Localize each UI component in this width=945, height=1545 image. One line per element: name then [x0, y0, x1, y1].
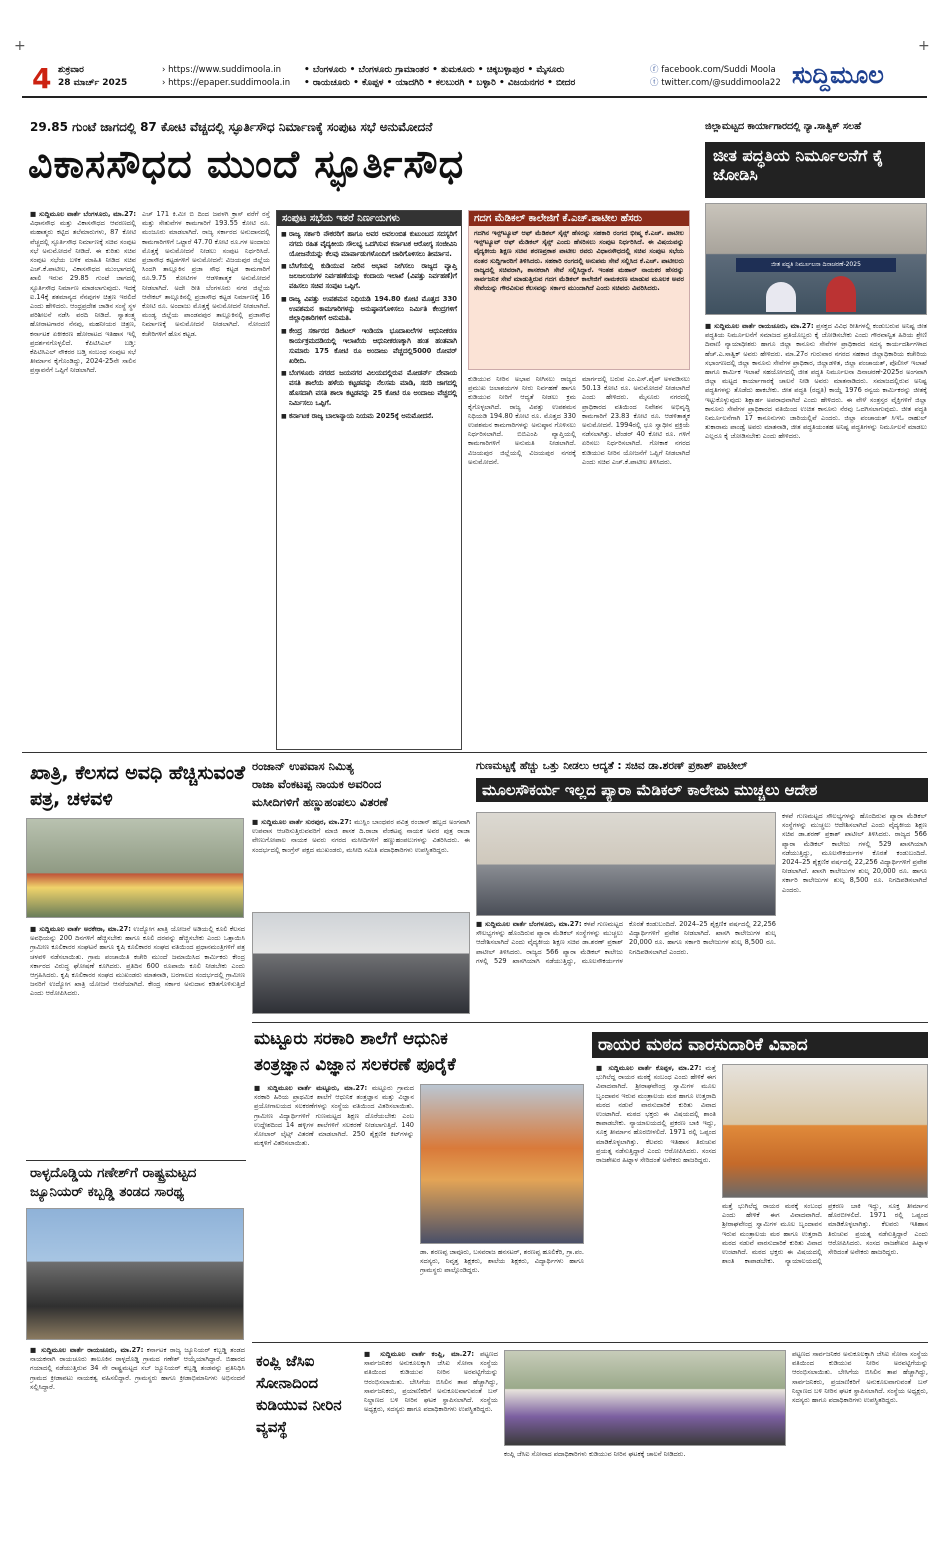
newspaper-logo: ಸುದ್ದಿಮೂಲ [792, 60, 884, 89]
medical-meeting-photo [476, 812, 776, 916]
cabinet-decision-item: ■ ಕರ್ನಾಟಕ ರಾಜ್ಯ ಬಾಲಾನ್ಯಾಯ ನಿಯಮ 2025ಕ್ಕೆ ಅನುಮೋದನೆ. [281, 412, 457, 422]
right-story-body [705, 322, 927, 745]
right-byline: ■ ಸುದ್ದಿಮೂಲ ವಾರ್ತೆ ರಾಯಚೂರು, ಮಾ.27: [705, 322, 814, 330]
workshop-banner: ಜೀತ ಪದ್ಧತಿ ನಿರ್ಮೂಲನಾ ದಿನಾಚರಣೆ-2025 [736, 258, 896, 272]
website-url: https://www.suddimoola.in [168, 65, 282, 75]
rayara-story-body [596, 1064, 716, 1334]
matturu-headline-1: ಮಟ್ಟೂರು ಸರಕಾರಿ ಶಾಲೆಗೆ ಆಧುನಿಕ [254, 1029, 448, 1049]
rayara-headline: ರಾಯರ ಮಠದ ವಾರಸುದಾರಿಕೆ ವಿವಾದ [592, 1032, 928, 1058]
ramzan-headline-2: ಮಸೀದಿಗಳಿಗೆ ಹಣ್ಣುಹಂಪಲು ವಿತರಣೆ [252, 795, 388, 809]
facebook-handle: facebook.com/Suddi Moola [661, 65, 776, 75]
lead-byline: ■ ಸುದ್ದಿಮೂಲ ವಾರ್ತೆ ಬೆಂಗಳೂರು, ಮಾ.27: [30, 210, 136, 218]
masthead [22, 58, 927, 98]
cities-line: • ಬೆಂಗಳೂರು • ಬೆಂಗಳೂರು ಗ್ರಾಮಾಂತರ • ತುಮಕೂರು • ಚಿಕ್ಕಬಳ್ಳಾಪುರ • ಮೈಸೂರು [304, 65, 565, 75]
lead-kicker: 29.85 ಗುಂಟೆ ಜಾಗದಲ್ಲಿ 87 ಕೋಟಿ ವೆಚ್ಚದಲ್ಲಿ ಸ್ಫೂರ್ತಿಸೌಧ ನಿರ್ಮಾಣಕ್ಕೆ ಸಂಪುಟ ಸಭೆ ಅನುಮೋದನೆ [30, 120, 433, 134]
rayara-story-text: ಮತ್ತೆ ಭುಗಿಲೆದ್ದ ರಾಯರ ಮಠಕ್ಕೆ ಸಂಬಂಧ ಎಂದು ಹೇಳಿಕೆ ಈಗ ವಿವಾದವಾಗಿದೆ. ಶ್ರೀರಾಘವೇಂದ್ರ ಸ್ವಾಮಿಗಳ ಮೂಲ ಬೃಂದಾವನ ಇರುವ ಮಂತ್ರಾಲಯ ಮಠ ಹಾಗೂ ಉತ್ತರಾದಿ ಮಠದ ನಡುವೆ ವಾರಸುದಾರಿಕೆ ಕುರಿತು ವಿವಾದ ಉಂಟಾಗಿದೆ. ಮಠದ ಭಕ್ತರು ಈ ವಿಷಯದಲ್ಲಿ ಶಾಂತಿ ಕಾಪಾಡಬೇಕು. ನ್ಯಾಯಾಲಯದಲ್ಲಿ ಪ್ರಕರಣ ಬಾಕಿ ಇದ್ದು, ಸೂಕ್ತ ತೀರ್ಮಾನ ಹೊರಬೀಳಲಿದೆ. 1971 ರಲ್ಲಿ ಒಪ್ಪಂದ ಮಾಡಿಕೊಳ್ಳಲಾಗಿತ್ತು. ಕೆಲವರು ಇತಿಹಾಸ ತಿರುಚುವ ಪ್ರಯತ್ನ ನಡೆಸುತ್ತಿದ್ದಾರೆ ಎಂದು ಆರೋಪಿಸಿದರು. ಸಂಸದ ರಾಜಶೇಖರ ಹಿಟ್ನಾಳ ಸೇರಿದಂತೆ ಅನೇಕರು ಹಾಜರಿದ್ದರು. [596, 1064, 716, 1165]
kampli-story-text: ಪಟ್ಟಣದ ಸಾರ್ವಜನಿಕರ ಅನುಕೂಲಕ್ಕಾಗಿ ಜೆಸಿಐ ಸೋನಾ ಸಂಸ್ಥೆಯ ವತಿಯಿಂದ ಕುಡಿಯುವ ನೀರಿನ ಅರವಟ್ಟಿಗೆಯನ್ನು ಆರಂಭಿಸಲಾಯಿತು. ಬೇಸಿಗೆಯ ಬಿಸಿಲಿನ ತಾಪ ಹೆಚ್ಚಾಗಿದ್ದು, ಸಾರ್ವಜನಿಕರು, ಪ್ರಯಾಣಿಕರಿಗೆ ಅನುಕೂಲವಾಗುವಂತೆ ಬಸ್ ನಿಲ್ದಾಣದ ಬಳಿ ನೀರಿನ ಘಟಕ ಸ್ಥಾಪಿಸಲಾಗಿದೆ. ಸಂಸ್ಥೆಯ ಅಧ್ಯಕ್ಷರು, ಸದಸ್ಯರು ಹಾಗೂ ಪದಾಧಿಕಾರಿಗಳು ಉಪಸ್ಥಿತರಿದ್ದರು. [364, 1350, 498, 1414]
medical-story-text: ಕಳಪೆ ಗುಣಮಟ್ಟದ ಸೌಲಭ್ಯಗಳನ್ನು ಹೊಂದಿರುವ ಪ್ಯಾರಾ ಮೆಡಿಕಲ್ ಸಂಸ್ಥೆಗಳನ್ನು ಮುಚ್ಚಲು ಆದೇಶಿಸಲಾಗಿದೆ ಎಂದು ವೈದ್ಯಕೀಯ ಶಿಕ್ಷಣ ಸಚಿವ ಡಾ.ಶರಣ್ ಪ್ರಕಾಶ್ ಪಾಟೀಲ್ ತಿಳಿಸಿದರು. ರಾಜ್ಯದ 566 ಪ್ಯಾರಾ ಮೆಡಿಕಲ್ ಕಾಲೇಜು ಗಳಲ್ಲಿ 529 ಖಾಸಗಿಯಾಗಿ ನಡೆಯುತ್ತಿದ್ದು, ಮೂಲಸೌಕರ್ಯಗಳ ಕೊರತೆ ಕಂಡುಬಂದಿದೆ. 2024–25 ಶೈಕ್ಷಣಿಕ ವರ್ಷದಲ್ಲಿ 22,256 ವಿದ್ಯಾರ್ಥಿಗಳಿಗೆ ಪ್ರವೇಶ ನೀಡಲಾಗಿದೆ. ಖಾಸಗಿ ಕಾಲೇಜುಗಳ ಶುಲ್ಕ 20,000 ರೂ. ಹಾಗೂ ಸರ್ಕಾರಿ ಕಾಲೇಜುಗಳ ಶುಲ್ಕ 8,500 ರೂ. ನಿಗದಿಪಡಿಸಲಾಗಿದೆ ಎಂದರು. [782, 812, 927, 894]
kampli-story-text: ಪಟ್ಟಣದ ಸಾರ್ವಜನಿಕರ ಅನುಕೂಲಕ್ಕಾಗಿ ಜೆಸಿಐ ಸೋನಾ ಸಂಸ್ಥೆಯ ವತಿಯಿಂದ ಕುಡಿಯುವ ನೀರಿನ ಅರವಟ್ಟಿಗೆಯನ್ನು ಆರಂಭಿಸಲಾಯಿತು. ಬೇಸಿಗೆಯ ಬಿಸಿಲಿನ ತಾಪ ಹೆಚ್ಚಾಗಿದ್ದು, ಸಾರ್ವಜನಿಕರು, ಪ್ರಯಾಣಿಕರಿಗೆ ಅನುಕೂಲವಾಗುವಂತೆ ಬಸ್ ನಿಲ್ದಾಣದ ಬಳಿ ನೀರಿನ ಘಟಕ ಸ್ಥಾಪಿಸಲಾಗಿದೆ. ಸಂಸ್ಥೆಯ ಅಧ್ಯಕ್ಷರು, ಸದಸ್ಯರು ಹಾಗೂ ಪದಾಧಿಕಾರಿಗಳು ಉಪಸ್ಥಿತರಿದ್ದರು. [792, 1350, 928, 1405]
ganesh-story-text: ಕರ್ನಾಟಕ ರಾಜ್ಯ ಜ್ಯೂನಿಯರ್ ಕಬ್ಬಡ್ಡಿ ತಂಡದ ನಾಯಕನಾಗಿ ರಾಯಚೂರು ತಾಲೂಕಿನ ರಾಳ್ಳದೊಡ್ಡಿ ಗ್ರಾಮದ ಗಣೇಶ್ ಆಯ್ಕೆಯಾಗಿದ್ದಾರೆ. ಬಿಹಾರದ ಗಯಾದಲ್ಲಿ ನಡೆಯುತ್ತಿರುವ 34 ನೇ ರಾಷ್ಟ್ರಮಟ್ಟದ ಸಬ್ ಜ್ಯೂನಿಯರ್ ಕಬ್ಬಡ್ಡಿ ತಂಡವನ್ನು ಪ್ರತಿನಿಧಿಸಿ ಗ್ರಾಮದ ಕ್ರೀಡಾಪಟು ನಾಯಕತ್ವ ವಹಿಸಲಿದ್ದಾರೆ. ಗ್ರಾಮಸ್ಥರು ಹಾಗೂ ಕ್ರೀಡಾಭಿಮಾನಿಗಳು ಅಭಿನಂದನೆ ಸಲ್ಲಿಸಿದ್ದಾರೆ. [30, 1346, 245, 1391]
matturu-headline-2: ತಂತ್ರಜ್ಞಾನ ವಿಜ್ಞಾನ ಸಲಕರಣೆ ಪೂರೈಕೆ [254, 1055, 456, 1075]
rayara-story-continued [722, 1202, 928, 1334]
khatri-headline: ಖಾತ್ರಿ, ಕೆಲಸದ ಅವಧಿ ಹೆಚ್ಚಿಸುವಂತೆ ಪತ್ರ, ಚಳವಳಿ [30, 762, 245, 810]
medical-story-continued [782, 812, 927, 1018]
ramzan-story-text: ಮುಸ್ಲಿಂ ಬಾಂಧವರ ಪವಿತ್ರ ರಂಜಾನ್ ಹಬ್ಬದ ಅಂಗವಾಗಿ ಉಪವಾಸ ಆಚರಿಸುತ್ತಿರುವವರಿಗೆ ಮಾಜಿ ಶಾಸಕ ದಿ.ರಾಜಾ ವೆಂಕಟಪ್ಪ ನಾಯಕ ಅವರ ಪುತ್ರ ರಾಜಾ ವೇಣುಗೋಪಾಲ ನಾಯಕ ಅವರು ನಗರದ ಮಸೀದಿಗಳಿಗೆ ಹಣ್ಣುಹಂಪಲುಗಳನ್ನು ವಿತರಿಸಿದರು. ಈ ಸಂದರ್ಭದಲ್ಲಿ ಕಾಂಗ್ರೆಸ್ ಪಕ್ಷದ ಮುಖಂಡರು, ಮಸೀದಿ ಸಮಿತಿ ಪದಾಧಿಕಾರಿಗಳು ಉಪಸ್ಥಿತರಿದ್ದರು. [252, 818, 470, 854]
cabinet-decision-item: ■ ರಾಜ್ಯ ವಿಪತ್ತು ಉಪಶಮನ ನಿಧಿಯಡಿ 194.80 ಕೋಟಿ ಮೊತ್ತದ 330 ಉಪಶಮನ ಕಾಮಗಾರಿಗಳನ್ನು ಅನುಷ್ಠಾನಗೊಳಿಸಲು ನಿರ್ಮಿತಿ ಕೇಂದ್ರಗಳಿಗೆ ಜಿಲ್ಲಾಧಿಕಾರಿಗಳಿಗೆ ಅನುಮತಿ. [281, 295, 457, 324]
ramzan-story-body [252, 818, 470, 908]
right-kicker: ಜಿಲ್ಲಾಮಟ್ಟದ ಕಾರ್ಯಾಗಾರದಲ್ಲಿ ನ್ಯಾ.ಸಾತ್ವಿಕ್ ಸಲಹೆ [705, 121, 862, 132]
matturu-byline: ■ ಸುದ್ದಿಮೂಲ ವಾರ್ತೆ ಮಟ್ಟೂರು, ಮಾ.27: [254, 1084, 368, 1092]
ganesh-headline: ರಾಳ್ಳದೊಡ್ಡಿಯ ಗಣೇಶ್‌ಗೆ ರಾಷ್ಟ್ರಮಟ್ಟದ ಜ್ಯೂನಿಯರ್ ಕಬ್ಬಡ್ಡಿ ತಂಡದ ಸಾರಥ್ಯ [30, 1165, 197, 1200]
cabinet-decision-item: ■ ಕೇಂದ್ರ ಸರ್ಕಾರದ ಡಿಜಿಟಲ್ ಇಂಡಿಯಾ ಭೂದಾಖಲೆಗಳ ಆಧುನೀಕರಣ ಕಾರ್ಯಕ್ರಮದಡಿಯಲ್ಲಿ ಇಲಾಖೆಯ ಆಧುನೀಕರಣಕ್ಕಾಗಿ ಹಂತ ಹಂತವಾಗಿ ಸುಮಾರು 175 ಕೋಟಿ ರೂ ಅಂದಾಜು ವೆಚ್ಚದಲ್ಲಿ5000 ರೋವರ್ ಖರೀದಿ. [281, 327, 457, 366]
social-links [650, 64, 781, 90]
page-number: 4 [32, 62, 52, 95]
facebook-icon: ⓕ [650, 65, 659, 75]
right-headline: ಜೀತ ಪದ್ಧತಿಯ ನಿರ್ಮೂಲನೆಗೆ ಕೈ ಜೋಡಿಸಿ [705, 142, 925, 198]
crop-mark: + [14, 38, 26, 54]
cabinet-decisions-box [276, 210, 462, 750]
lead-column-4 [582, 375, 690, 745]
gadag-box-title: ಗದಗ ಮೆಡಿಕಲ್ ಕಾಲೇಜಿಗೆ ಕೆ.ಎಚ್.ಪಾಟೀಲ ಹೆಸರು [469, 211, 689, 226]
lead-column-3 [468, 375, 576, 745]
cabinet-decision-item: ■ ರಾಜ್ಯ ಸರ್ಕಾರಿ ನೌಕರರಿಗೆ ಹಾಗೂ ಅವರ ಅವಲಂಬಿತ ಕುಟುಂಬದ ಸದಸ್ಯರಿಗೆ ನಗದು ರಹಿತ ವೈದ್ಯಕೀಯ ಸೌಲಭ್ಯ ಒದಗಿಸುವ ಕರ್ನಾಟಕ ಆರೋಗ್ಯ ಸಂಜೀವಿನಿ ಯೋಜನೆಯನ್ನು ಕೆಲವು ಮಾರ್ಪಾಡುಗಳೊಂದಿಗೆ ಜಾರಿಗೊಳಿಸಲು ತೀರ್ಮಾನ. [281, 230, 457, 259]
lead-body: ಮಾರ್ಗದಲ್ಲಿ ಬರುವ ಎಂ.ಎಸ್.ಪೈಪ್ ಅಳವಡಿಸಲು 50.13 ಕೋಟಿ ರೂ. ಅನುಮೋದನೆ ನೀಡಲಾಗಿದೆ ಎಂದು ಹೇಳಿದರು. ಮೈಸೂರು ನಗರದಲ್ಲಿ ಪ್ರಾಧಿಕಾರದ ವತಿಯಿಂದ ನಿವೇಶನ ಅಭಿವೃದ್ಧಿ ಕಾಮಗಾರಿಗೆ 23.83 ಕೋಟಿ ರೂ. ಆಡಳಿತಾತ್ಮಕ ಅನುಮೋದನೆ. 1994ರಲ್ಲಿ ಭೂ ಸ್ವಾಧೀನ ಪ್ರಕ್ರಿಯೆ ನಡೆಸಲಾಗಿತ್ತು. ಟೆಂಡರ್ 40 ಕೋಟಿ ರೂ. ಗಳಿಗೆ ಏರಿಸಲು ನಿರ್ಧರಿಸಲಾಗಿದೆ. ಗೋಕಾಕ ನಗರದ ಕುಡಿಯುವ ನೀರಿನ ಯೋಜನೆಗೆ ಒಪ್ಪಿಗೆ ನೀಡಲಾಗಿದೆ ಎಂದು ಸಚಿವ ಎಚ್.ಕೆ.ಪಾಟೀಲ ತಿಳಿಸಿದರು. [582, 375, 690, 466]
kampli-headline: ಕಂಪ್ಲಿ ಜೆಸಿಐ ಸೋನಾದಿಂದ ಕುಡಿಯುವ ನೀರಿನ ವ್ಯವಸ್ಥೆ [256, 1352, 342, 1436]
lead-column-1 [30, 210, 136, 745]
ramzan-headline-1: ರಾಜಾ ವೆಂಕಟಪ್ಪ ನಾಯಕ ಅವರಿಂದ [252, 777, 382, 791]
ramzan-byline: ■ ಸುದ್ದಿಮೂಲ ವಾರ್ತೆ ಸುರಪುರ, ಮಾ.27: [252, 818, 352, 826]
medical-story-body [476, 920, 776, 1018]
person-figure [826, 276, 856, 312]
section-divider [22, 752, 927, 753]
gadag-college-box [468, 210, 690, 370]
website-link[interactable]: › https://www.suddimoola.in [162, 65, 282, 75]
section-divider [26, 1160, 246, 1161]
workshop-photo [705, 203, 927, 315]
school-equipment-photo [420, 1084, 584, 1244]
lead-body: ಎಚ್ 171 ಕಿ.ಮೀ ಬಿ ದಿಂದ ಜವಳಗಿ ಕ್ರಾಸ್ ವರೆಗೆ ರಸ್ತೆ ಮತ್ತು ಸೇತುವೆಗಳ ಕಾಮಗಾರಿಗೆ 193.55 ಕೋಟಿ ರೂ. ಮಂಜೂರು ಮಾಡಲಾಗಿದೆ. ರಾಜ್ಯ ಸರ್ಕಾರದ ಅನುದಾನದಲ್ಲಿ ಕಾಮಗಾರಿಗಳಿಗೆ ಒಟ್ಟಾರೆ 47.70 ಕೋಟಿ ರೂ.ಗಳ ಅಂದಾಜು ಮೊತ್ತಕ್ಕೆ ಅನುಮೋದನೆ ನೀಡಲು ಸಂಪುಟ ನಿರ್ಧರಿಸಿದೆ. ಪ್ರಜಾಸೌಧ ಕಟ್ಟಡಗಳಿಗೆ ಅನುಮೋದನೆ: ವಿಜಯಪುರ ಜಿಲ್ಲೆಯ ಸಿಂದಗಿ ತಾಲ್ಲೂಕಿನ ಪ್ರಜಾ ಸೌಧ ಕಟ್ಟಡ ಕಾಮಗಾರಿಗೆ ರೂ.9.75 ಕೋಟಿಗಳ ಆಡಳಿತಾತ್ಮಕ ಅನುಮೋದನೆ ನೀಡಲಾಗಿದೆ. ಅದೇ ರೀತಿ ಬೆಂಗಳೂರು ನಗರ ಜಿಲ್ಲೆಯ ಆನೇಕಲ್ ತಾಲ್ಲೂಕಿನಲ್ಲಿ ಪ್ರಜಾಸೌಧ ಕಟ್ಟಡ ನಿರ್ಮಾಣಕ್ಕೆ 16 ಕೋಟಿ ರೂ. ಅಂದಾಜು ಮೊತ್ತಕ್ಕೆ ಅನುಮೋದನೆ ನೀಡಲಾಗಿದೆ. ಮಂಡ್ಯ ಜಿಲ್ಲೆಯ ಪಾಂಡವಪುರ ತಾಲ್ಲೂಕಿನಲ್ಲಿ ಪ್ರಜಾಸೌಧ ನಿರ್ಮಾಣಕ್ಕೆ ಅನುಮೋದನೆ ನೀಡಲಾಗಿದೆ. ನೋಂದಣಿ ಕಚೇರಿಗಳಿಗೆ ಹೊಸ ಕಟ್ಟಡ. [142, 210, 270, 338]
epaper-link[interactable]: › https://epaper.suddimoola.in [162, 78, 291, 88]
section-divider [252, 1342, 928, 1343]
issue-date [58, 64, 127, 90]
edition-cities [304, 64, 644, 90]
medical-headline: ಮೂಲಸೌಕರ್ಯ ಇಲ್ಲದ ಪ್ಯಾರಾ ಮೆಡಿಕಲ್ ಕಾಲೇಜು ಮುಚ್ಚಲು ಆದೇಶ [476, 778, 928, 802]
issue-day: ಶುಕ್ರವಾರ [58, 65, 84, 75]
lead-body: ಕುಡಿಯುವ ನೀರಿನ ಅಭಾವ ನೀಗಿಸಲು ರಾಜ್ಯದ ಪ್ರಮುಖ ಜಲಾಶಯಗಳ ನೀರು ನಿರ್ವಹಣೆ ಹಾಗೂ ಕುಡಿಯುವ ನೀರಿಗೆ ಆದ್ಯತೆ ನೀಡಲು ಕ್ರಮ ಕೈಗೊಳ್ಳಲಾಗಿದೆ. ರಾಜ್ಯ ವಿಪತ್ತು ಉಪಶಮನ ನಿಧಿಯಡಿ 194.80 ಕೋಟಿ ರೂ. ಮೊತ್ತದ 330 ಉಪಶಮನ ಕಾಮಗಾರಿಗಳನ್ನು ಅನುಷ್ಠಾನ ಗೊಳಿಸಲು ನಿರ್ಧರಿಸಲಾಗಿದೆ. ಬಿಬಿಎಂಪಿ ವ್ಯಾಪ್ತಿಯಲ್ಲಿ ಕಾಮಗಾರಿಗಳಿಗೆ ಅನುಮತಿ ನೀಡಲಾಗಿದೆ. ವಿಜಯಪುರ ಜಿಲ್ಲೆಯಲ್ಲಿ ವಿಜಯಪುರ ನಗರಕ್ಕೆ ಅನುಮೋದನೆ. [468, 375, 576, 466]
ramzan-kicker: ರಂಜಾನ್ ಉಪವಾಸ ನಿಮಿತ್ಯ [252, 759, 354, 773]
ganesh-story-body [30, 1346, 245, 1496]
twitter-icon: ⓣ [650, 78, 659, 88]
cabinet-decisions-list [277, 226, 461, 736]
khatri-story-body [30, 925, 245, 1153]
right-story-text: ಪ್ರಸಕ್ತದ ವಿವಿಧ ರೀತಿಗಳಲ್ಲಿ ಕಂಡುಬರುವ ಅನಿಷ್ಟ ಜೀತ ಪದ್ಧತಿಯ ನಿರ್ಮೂಲನೆಗೆ ಸಮಾಜದ ಪ್ರತಿಯೊಬ್ಬರು ಕೈ ಜೋಡಿಸಬೇಕು ಎಂದು ಗೌರವಾನ್ವಿತ ಹಿರಿಯ ಶ್ರೇಣಿ ದಿವಾಣಿ ನ್ಯಾಯಾಧೀಶರು ಹಾಗೂ ಜಿಲ್ಲಾ ಕಾನೂನು ಸೇವೆಗಳ ಪ್ರಾಧಿಕಾರದ ಸದಸ್ಯ ಕಾರ್ಯದರ್ಶಿಗಳಾದ ಹೆಚ್.ಎ.ಸಾತ್ವಿಕ್ ಅವರು ಹೇಳಿದರು. ಮಾ.27ರ ಗುರುವಾರ ನಗರದ ಸಹಕಾರ ಜಿಲ್ಲಾಧಿಕಾರಿಯ ಕಚೇರಿಯ ಸಭಾಂಗಣದಲ್ಲಿ ಜಿಲ್ಲಾ ಕಾನೂನು ಸೇವೆಗಳ ಪ್ರಾಧಿಕಾರ, ಜಿಲ್ಲಾಡಳಿತ, ಜಿಲ್ಲಾ ಪಂಚಾಯತ್, ಪೊಲೀಸ್ ಇಲಾಖೆ ಹಾಗೂ ಕಾರ್ಮಿಕ ಇಲಾಖೆ ಸಹಯೋಗದಲ್ಲಿ ಜೀತ ಪದ್ಧತಿ ನಿರ್ಮೂಲನಾ ದಿನಾಚರಣೆ-2025ರ ಅಂಗವಾಗಿ ಜಿಲ್ಲಾ ಮಟ್ಟದ ಕಾರ್ಯಾಗಾರಕ್ಕೆ ಚಾಲನೆ ನೀಡಿ ಅವರು ಮಾತನಾಡಿದರು. ಸಮಾಜದಲ್ಲಿರುವ ಅನಿಷ್ಟ ಪದ್ಧತಿಗಳನ್ನು ತೊಡೆದು ಹಾಕಬೇಕು. ಜೀತ ಪದ್ಧತಿ (ರದ್ದತಿ) ಕಾಯ್ದೆ 1976 ರನ್ವಯ ಕಾರ್ಮಿಕರನ್ನು ಜೀತಕ್ಕೆ ಇಟ್ಟುಕೊಳ್ಳುವುದು ಶಿಕ್ಷಾರ್ಹ ಅಪರಾಧವಾಗಿದೆ ಎಂದು ಹೇಳಿದರು. ಈ ವೇಳೆ ಸಂತ್ರಸ್ತರ ವೈಕ್ತಿಗಳಿಗೆ ಜಿಲ್ಲಾ ಕಾನೂನು ಸೇವೆಗಳ ಪ್ರಾಧಿಕಾರದ ವತಿಯಿಂದ ಉಚಿತ ಕಾನೂನು ನೆರವು ಒದಗಿಸಲಾಗುವುದು. ಜೀತ ಪದ್ಧತಿ ನಿರ್ಮೂಲನೆಗಾಗಿ 17 ಕಾನೂನುಗಳು ಜಾರಿಯಲ್ಲಿವೆ ಎಂದರು. ಜಿಲ್ಲಾ ಪಂಚಾಯತ್ ಸಿಇಓ ರಾಹುಲ್ ತುಕಾರಾಮ ಪಾಂಡ್ವೆ ಅವರು ಮಾತನಾಡಿ, ಜೀತ ಪದ್ಧತಿಯಂತಹ ಅನಿಷ್ಟ ಪದ್ಧತಿಗಳನ್ನು ನಿರ್ಮೂಲನೆ ಮಾಡಲು ಎಲ್ಲರೂ ಕೈ ಜೋಡಿಸಬೇಕು ಎಂದು ಹೇಳಿದರು. [705, 322, 927, 441]
rayara-byline: ■ ಸುದ್ದಿಮೂಲ ವಾರ್ತೆ ಕೊಪ್ಪಳ, ಮಾ.27: [596, 1064, 702, 1072]
kampli-story-body [364, 1350, 498, 1500]
facebook-link[interactable] [650, 64, 781, 77]
cities-line: • ರಾಯಚೂರು • ಕೊಪ್ಪಳ • ಯಾದಗಿರಿ • ಕಲಬುರಗಿ • ಬಳ್ಳಾರಿ • ವಿಜಯನಗರ • ಬೀದರ [304, 78, 576, 88]
matturu-caption: ಡಾ. ಶರಣಪ್ಪ ಜಾವೂರು, ಬಸವರಾಜ ಹನಸಟರ್, ಶರಣಪ್ಪ ಹೂಲಿಕೆರಿ, ಗ್ರಾ.ಪಂ. ಸದಸ್ಯರು, ನಿವೃತ್ತ ಶಿಕ್ಷಕರು, ಶಾಲೆಯ ಶಿಕ್ಷಕರು, ವಿದ್ಯಾರ್ಥಿಗಳು ಹಾಗೂ ಗ್ರಾಮಸ್ಥರು ಪಾಲ್ಗೊಂಡಿದ್ದರು. [420, 1248, 584, 1275]
gadag-box-text: ಗದಗಿನ ಇನ್ಸ್‌ಟ್ಯೂಟ್ ಆಫ್ ಮೆಡಿಕಲ್ ಸೈನ್ಸ್ ಹೆಸರನ್ನು ಸಹಕಾರಿ ರಂಗದ ಭೀಷ್ಮ ಕೆ.ಎಚ್. ಪಾಟೀಲ ಇನ್ಸ್‌ಟ್ಯೂಟ್ ಆಫ್ ಮೆಡಿಕಲ್ ಸೈನ್ಸ್ ಎಂದು ಹೆಸರಿಸಲು ಸಂಪುಟ ನಿರ್ಧರಿಸಿದೆ. ಈ ವಿಷಯವನ್ನು ವೈದ್ಯಕೀಯ ಶಿಕ್ಷಣ ಸಚಿವ ಶರಣಪ್ರಕಾಶ ಪಾಟೀಲ ರವರು ವಿಧಾನಸೌಧದಲ್ಲಿ ಸಚಿವ ಸಂಪುಟ ಸಭೆಯ ನಂತರ ಸುದ್ದಿಗಾರರಿಗೆ ತಿಳಿಸಿದರು. ಸಹಕಾರಿ ರಂಗದಲ್ಲಿ ಅನುಪಮ ಸೇವೆ ಸಲ್ಲಿಸಿದ ಕೆ.ಎಚ್. ಪಾಟೀಲರು ರಾಜ್ಯದಲ್ಲಿ ಸಚಿವರಾಗಿ, ಶಾಸಕರಾಗಿ ಸೇವೆ ಸಲ್ಲಿಸಿದ್ದಾರೆ. ಇಂತಹ ಮಹಾನ್ ನಾಯಕರ ಹೆಸರನ್ನು ಸಾರ್ವಜನಿಕ ಸೇವೆ ಮಾಡುತ್ತಿರುವ ಗದಗ ಮೆಡಿಕಲ್ ಕಾಲೇಜಿಗೆ ನಾಮಕರಣ ಮಾಡುವ ಮೂಲಕ ಅವರ ಸೇವೆಯನ್ನು ಗೌರವಿಸುವ ಕೆಲಸವನ್ನು ಸರ್ಕಾರ ಮುಂದಾಗಿದೆ ಎಂದು ಸಚಿವರು ವಿವರಿಸಿದರು. [474, 229, 684, 293]
khatri-byline: ■ ಸುದ್ದಿಮೂಲ ವಾರ್ತೆ ಅರಕೇರಾ, ಮಾ.27: [30, 925, 131, 933]
cabinet-box-title: ಸಂಪುಟ ಸಭೆಯ ಇತರೆ ನಿರ್ಣಯಗಳು [277, 211, 461, 226]
rayara-story-text: ಮತ್ತೆ ಭುಗಿಲೆದ್ದ ರಾಯರ ಮಠಕ್ಕೆ ಸಂಬಂಧ ಎಂದು ಹೇಳಿಕೆ ಈಗ ವಿವಾದವಾಗಿದೆ. ಶ್ರೀರಾಘವೇಂದ್ರ ಸ್ವಾಮಿಗಳ ಮೂಲ ಬೃಂದಾವನ ಇರುವ ಮಂತ್ರಾಲಯ ಮಠ ಹಾಗೂ ಉತ್ತರಾದಿ ಮಠದ ನಡುವೆ ವಾರಸುದಾರಿಕೆ ಕುರಿತು ವಿವಾದ ಉಂಟಾಗಿದೆ. ಮಠದ ಭಕ್ತರು ಈ ವಿಷಯದಲ್ಲಿ ಶಾಂತಿ ಕಾಪಾಡಬೇಕು. ನ್ಯಾಯಾಲಯದಲ್ಲಿ ಪ್ರಕರಣ ಬಾಕಿ ಇದ್ದು, ಸೂಕ್ತ ತೀರ್ಮಾನ ಹೊರಬೀಳಲಿದೆ. 1971 ರಲ್ಲಿ ಒಪ್ಪಂದ ಮಾಡಿಕೊಳ್ಳಲಾಗಿತ್ತು. ಕೆಲವರು ಇತಿಹಾಸ ತಿರುಚುವ ಪ್ರಯತ್ನ ನಡೆಸುತ್ತಿದ್ದಾರೆ ಎಂದು ಆರೋಪಿಸಿದರು. ಸಂಸದ ರಾಜಶೇಖರ ಹಿಟ್ನಾಳ ಸೇರಿದಂತೆ ಅನೇಕರು ಹಾಜರಿದ್ದರು. [722, 1202, 928, 1266]
kabaddi-team-photo [26, 1208, 244, 1340]
kampli-byline: ■ ಸುದ್ದಿಮೂಲ ವಾರ್ತೆ ಕಂಪ್ಲಿ, ಮಾ.27: [364, 1350, 475, 1358]
medical-story-text: ಕಳಪೆ ಗುಣಮಟ್ಟದ ಸೌಲಭ್ಯಗಳನ್ನು ಹೊಂದಿರುವ ಪ್ಯಾರಾ ಮೆಡಿಕಲ್ ಸಂಸ್ಥೆಗಳನ್ನು ಮುಚ್ಚಲು ಆದೇಶಿಸಲಾಗಿದೆ ಎಂದು ವೈದ್ಯಕೀಯ ಶಿಕ್ಷಣ ಸಚಿವ ಡಾ.ಶರಣ್ ಪ್ರಕಾಶ್ ಪಾಟೀಲ್ ತಿಳಿಸಿದರು. ರಾಜ್ಯದ 566 ಪ್ಯಾರಾ ಮೆಡಿಕಲ್ ಕಾಲೇಜು ಗಳಲ್ಲಿ 529 ಖಾಸಗಿಯಾಗಿ ನಡೆಯುತ್ತಿದ್ದು, ಮೂಲಸೌಕರ್ಯಗಳ ಕೊರತೆ ಕಂಡುಬಂದಿದೆ. 2024–25 ಶೈಕ್ಷಣಿಕ ವರ್ಷದಲ್ಲಿ 22,256 ವಿದ್ಯಾರ್ಥಿಗಳಿಗೆ ಪ್ರವೇಶ ನೀಡಲಾಗಿದೆ. ಖಾಸಗಿ ಕಾಲೇಜುಗಳ ಶುಲ್ಕ 20,000 ರೂ. ಹಾಗೂ ಸರ್ಕಾರಿ ಕಾಲೇಜುಗಳ ಶುಲ್ಕ 8,500 ರೂ. ನಿಗದಿಪಡಿಸಲಾಗಿದೆ ಎಂದರು. [476, 920, 776, 965]
lead-column-2 [142, 210, 270, 750]
header-urls [162, 64, 290, 90]
crop-mark: + [918, 38, 930, 54]
medical-kicker: ಗುಣಮಟ್ಟಕ್ಕೆ ಹೆಚ್ಚು ಒತ್ತು ನೀಡಲು ಆದ್ಯತೆ : ಸಚಿವ ಡಾ.ಶರಣ್ ಪ್ರಕಾಶ್ ಪಾಟೀಲ್ [476, 760, 748, 772]
kampli-story-continued [792, 1350, 928, 1500]
khatri-protest-photo [26, 818, 244, 918]
fruit-distribution-photo [252, 912, 470, 1014]
mutt-seers-photo [722, 1064, 928, 1198]
medical-byline: ■ ಸುದ್ದಿಮೂಲ ವಾರ್ತೆ ಬೆಂಗಳೂರು, ಮಾ.27: [476, 920, 582, 928]
kampli-caption: ಕಂಪ್ಲಿ ಜೆಸಿಐ ಸೋನಾದ ಪದಾಧಿಕಾರಿಗಳು ಕುಡಿಯುವ ನೀರಿನ ಘಟಕಕ್ಕೆ ಚಾಲನೆ ನೀಡಿದರು. [504, 1450, 686, 1458]
water-unit-photo [504, 1350, 786, 1446]
section-divider [252, 1022, 928, 1023]
cabinet-decision-item: ■ ಬೆಸಿಗೆಯಲ್ಲಿ ಕುಡಿಯುವ ನೀರಿನ ಅಭಾವ ನೀಗಿಸಲು ರಾಜ್ಯದ ವ್ಯಾಪ್ತಿ ಜಲಜಲಯಗಳ ನಿರ್ವಹಣೆಯನ್ನು ಕಂದಾಯ ಇಲಾಖೆ (ವಿಪತ್ತು ನಿರ್ವಹಣೆ)ಗೆ ವಹಿಸಲು ಸಚಿವ ಸಂಪುಟ ಒಪ್ಪಿಗೆ. [281, 262, 457, 291]
twitter-link[interactable] [650, 77, 781, 90]
lead-headline: ವಿಕಾಸಸೌಧದ ಮುಂದೆ ಸ್ಫೂರ್ತಿಸೌಧ [28, 141, 465, 186]
twitter-handle: twitter.com/@suddimoola22 [661, 78, 781, 88]
ganesh-byline: ■ ಸುದ್ದಿಮೂಲ ವಾರ್ತೆ ರಾಯಚೂರು, ಮಾ.27: [30, 1346, 144, 1354]
epaper-url: https://epaper.suddimoola.in [168, 78, 291, 88]
matturu-story-text: ಮಟ್ಟೂರು ಗ್ರಾಮದ ಸರಕಾರಿ ಹಿರಿಯ ಪ್ರಾಥಮಿಕ ಶಾಲೆಗೆ ಆಧುನಿಕ ತಂತ್ರಜ್ಞಾನ ಮತ್ತು ವಿಜ್ಞಾನ ಪ್ರಯೋಗಾಲಯದ ಸಲಕರಣೆಗಳನ್ನು ಸಂಸ್ಥೆಯ ವತಿಯಿಂದ ವಿತರಿಸಲಾಯಿತು. ಗ್ರಾಮೀಣ ವಿದ್ಯಾರ್ಥಿಗಳಿಗೆ ಗುಣಮಟ್ಟದ ಶಿಕ್ಷಣ ದೊರೆಯಬೇಕು ಎಂಬ ಉದ್ದೇಶದಿಂದ 14 ಹಳ್ಳಿಗಳ ಶಾಲೆಗಳಿಗೆ ಸಲಕರಣೆ ನೀಡಲಾಗುತ್ತಿದೆ. 140 ಸೋಲಾರ್ ಲೈಟ್ಸ್ ವಿತರಣೆ ಮಾಡಲಾಗಿದೆ. 250 ಶೈಕ್ಷಣಿಕ ಕಿಟ್‌ಗಳನ್ನು ಮಕ್ಕಳಿಗೆ ವಿತರಿಸಲಾಯಿತು. [254, 1084, 414, 1148]
matturu-story-body [254, 1084, 414, 1332]
issue-date-text: 28 ಮಾರ್ಚ್ 2025 [58, 78, 128, 88]
lead-body: ವಿಧಾನಸೌಧ ಮತ್ತು ವಿಕಾಸಸೌಧದ ಆವರಣದಲ್ಲಿ ಮಹಾತ್ಮರು ಕಟ್ಟಿದ ತಲೆಮಾರುಗಳು, 87 ಕೋಟಿ ವೆಚ್ಚದಲ್ಲಿ ಸ್ಫೂರ್ತಿಸೌಧ ನಿರ್ಮಾಣಕ್ಕೆ ಸಚಿವ ಸಂಪುಟ ಸಭೆ ಅನುಮೋದನೆ ನೀಡಿದೆ. ಈ ಕುರಿತು ಸಚಿವ ಸಂಪುಟ ಸಭೆಯ ಬಳಿಕ ಮಾಹಿತಿ ನೀಡಿದ ಸಚಿವ ಎಚ್.ಕೆ.ಪಾಟೀಲ, ವಿಕಾಸಸೌಧದ ಮುಂಭಾಗದಲ್ಲಿ ಖಾಲಿ ಇರುವ 29.85 ಗುಂಟೆ ಜಾಗದಲ್ಲಿ ಸ್ಫೂರ್ತಿಸೌಧ ನಿರ್ಮಾಣ ಮಾಡಲಾಗುವುದು. ಇದಕ್ಕೆ ಐ.14ಕ್ಕೆ ಶತಮಾನ್ಯದ ನೆನಪುಗಳ ಚಿತ್ರಣ ಇರಲಿದೆ ಎಂದು ಹೇಳಿದರು. ಆಂಧ್ರಪ್ರದೇಶ ಜಾಡಿನ ಸಂಸ್ಥೆ ಸ್ಥಳ ಪರಿಶೀಲನೆ ನಡೆಸಿ ವರದಿ ನೀಡಿದೆ. ಸ್ವಾತಂತ್ರ್ಯ ಹೋರಾಟಗಾರರ ನೆನಪು, ಮಹನೀಯರ ಚಿತ್ರಣ, ಕರ್ನಾಟಕ ಏಕೀಕರಣ ಹೋರಾಟದ ಇತಿಹಾಸ ಇಲ್ಲಿ ಪ್ರದರ್ಶನಗೊಳ್ಳಲಿದೆ. ಕೆಪಿಟಿಸಿಎಲ್ ಬಡ್ತಿ: ಕೆಪಿಟಿಸಿಎಲ್ ನೌಕರರ ಬಡ್ತಿ ಸಂಬಂಧ ಸಂಪುಟ ಸಭೆ ತೀರ್ಮಾನ ಕೈಗೊಂಡಿದ್ದು, 2024-25ನೇ ಸಾಲಿನ ಪ್ರಸ್ತಾವನೆಗೆ ಒಪ್ಪಿಗೆ ನೀಡಲಾಗಿದೆ. [30, 219, 136, 375]
cabinet-decision-item: ■ ಬೆಂಗಳೂರು ನಗರದ ಜಯನಗರ ವಿಲಯದಲ್ಲಿರುವ ಮೋಡರ್ನ್ ದೇವಾಯ ವಸತಿ ಶಾಲೆಯ ಹಳೆಯ ಕಟ್ಟಡವನ್ನು ನೆಲಸಮ ಮಾಡಿ, ಸದರಿ ಜಾಗದಲ್ಲಿ ಹೊಸದಾಗಿ ವಸತಿ ಶಾಲಾ ಕಟ್ಟಡವನ್ನು 25 ಕೋಟಿ ರೂ ಅಂದಾಜು ವೆಚ್ಚದಲ್ಲಿ ನಿರ್ಮಿಸಲು ಒಪ್ಪಿಗೆ. [281, 369, 457, 408]
person-figure [766, 282, 796, 312]
khatri-story-text: ಉದ್ಯೋಗ ಖಾತ್ರಿ ಯೋಜನೆ ಅಡಿಯಲ್ಲಿ ಕೂಲಿ ಕೆಲಸದ ಅವಧಿಯನ್ನು 200 ದಿನಗಳಿಗೆ ಹೆಚ್ಚಿಸಬೇಕು ಹಾಗೂ ಕೂಲಿ ದರವನ್ನು ಹೆಚ್ಚಿಸಬೇಕು ಎಂದು ಒತ್ತಾಯಿಸಿ ಗ್ರಾಮೀಣ ಕೂಲಿಕಾರರ ಸಂಘಟನೆ ಹಾಗೂ ಕೃಷಿ ಕೂಲಿಕಾರರ ಸಂಘದ ವತಿಯಿಂದ ಪ್ರಧಾನಮಂತ್ರಿಗಳಿಗೆ ಪತ್ರ ಚಳವಳಿ ನಡೆಸಲಾಯಿತು. ಗ್ರಾಮ ಪಂಚಾಯಿತಿ ಕಚೇರಿ ಮುಂದೆ ಜಮಾಯಿಸಿದ ಕಾರ್ಮಿಕರು ಕೇಂದ್ರ ಸರ್ಕಾರದ ವಿರುದ್ಧ ಘೋಷಣೆ ಕೂಗಿದರು. ಪ್ರತಿದಿನ 600 ರೂಪಾಯಿ ಕೂಲಿ ನೀಡಬೇಕು ಎಂದು ಆಗ್ರಹಿಸಿದರು. ಕೃಷಿ ಕೂಲಿಕಾರರ ಸಂಘದ ಮುಖಂಡರು ಮಾತನಾಡಿ, ಬರಗಾಲದ ಸಂದರ್ಭದಲ್ಲಿ ಗ್ರಾಮೀಣ ಜನರಿಗೆ ಉದ್ಯೋಗ ಖಾತ್ರಿ ಯೋಜನೆ ಆಸರೆಯಾಗಿದೆ. ಕೇಂದ್ರ ಸರ್ಕಾರ ಅನುದಾನ ಕಡಿತಗೊಳಿಸುತ್ತಿದೆ ಎಂದು ಆರೋಪಿಸಿದರು. [30, 925, 245, 998]
